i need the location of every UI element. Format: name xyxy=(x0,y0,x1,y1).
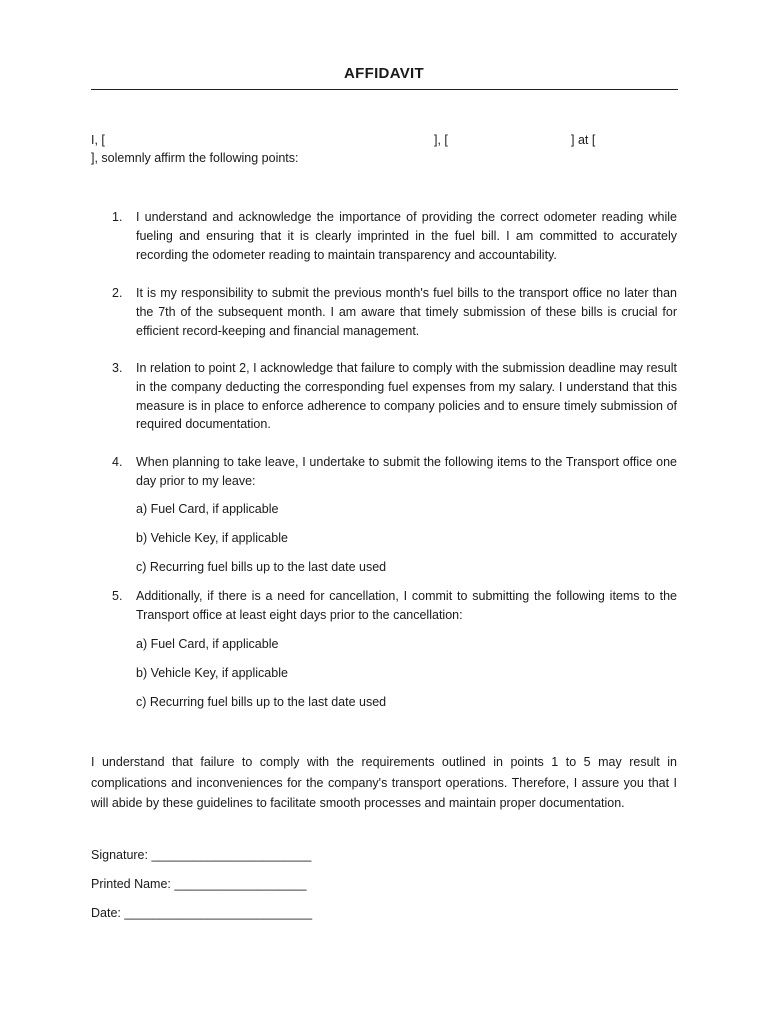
item-2-number: 2. xyxy=(112,286,123,300)
item-5-subitem-b: b) Vehicle Key, if applicable xyxy=(136,666,288,680)
item-4-subitem-c: c) Recurring fuel bills up to the last date used xyxy=(136,560,387,574)
item-1-number: 1. xyxy=(112,210,123,224)
intro-affirmation: ], solemnly affirm the following points: xyxy=(91,151,299,165)
item-2-text: It is my responsibility to submit the previous month's fuel bills to the transport office no later than the 7th of the subsequent month. I am aware that timely submission of these bills is crucial for efficient record-keeping and financial management. xyxy=(136,286,677,338)
item-5-subitem-c: c) Recurring fuel bills up to the last date used xyxy=(136,695,387,709)
item-4-text: When planning to take leave, I undertake to submit the following items to the Transport office one day prior to my leave: xyxy=(136,455,677,488)
signature-line: Signature: _______________________ xyxy=(91,848,312,862)
item-5-number: 5. xyxy=(112,589,123,603)
document-title: AFFIDAVIT xyxy=(344,65,424,82)
item-5-text: Additionally, if there is a need for cancellation, I commit to submitting the following items to the Transport office at least eight days prior to the cancellation: xyxy=(136,589,677,622)
date-line: Date: ___________________________ xyxy=(91,906,313,920)
title-underline xyxy=(91,89,678,90)
item-4-subitem-a: a) Fuel Card, if applicable xyxy=(136,502,279,516)
closing-statement: I understand that failure to comply with the requirements outlined in points 1 to 5 may result in complications and inconveniences for the company's transport operations. Therefore, I assure you that I will abide by these guidelines to facilitate smooth processes and maintain proper documentation. xyxy=(91,755,677,810)
item-1-text: I understand and acknowledge the importance of providing the correct odometer reading while fueling and ensuring that it is clearly imprinted in the fuel bill. I am committed to accurately recording the odometer reading to maintain transparency and accountability. xyxy=(136,210,677,262)
intro-name-bracket: I, [ xyxy=(91,133,105,147)
printed-name-line: Printed Name: ___________________ xyxy=(91,877,307,891)
item-3-text: In relation to point 2, I acknowledge that failure to comply with the submission deadline may result in the company deducting the corresponding fuel expenses from my salary. I understand that this measure is in place to enforce adherence to company policies and to ensure timely submission of required documentation. xyxy=(136,361,677,432)
item-4-subitem-b: b) Vehicle Key, if applicable xyxy=(136,531,288,545)
intro-designation-bracket: ], [ xyxy=(434,133,448,147)
item-5-subitem-a: a) Fuel Card, if applicable xyxy=(136,637,279,651)
intro-location-bracket: ] at [ xyxy=(571,133,596,147)
item-3-number: 3. xyxy=(112,361,123,375)
item-4-number: 4. xyxy=(112,455,123,469)
